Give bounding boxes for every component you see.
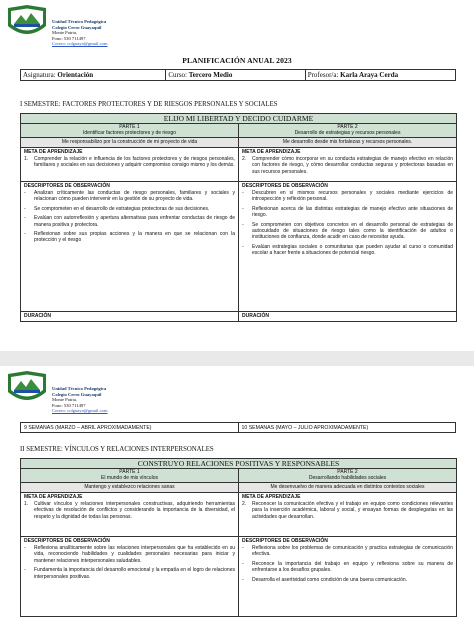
list-item <box>242 190 453 203</box>
descriptores-label: DESCRIPTORES DE OBSERVACIÓN <box>24 537 110 544</box>
meta1-cell <box>21 492 239 536</box>
meta1-list <box>24 156 235 169</box>
school-email-link[interactable]: Correo: colguaya@gmail.com <box>52 408 108 414</box>
list-item <box>242 577 453 583</box>
list-item <box>24 231 235 244</box>
meta-row <box>21 147 457 181</box>
parte2-subtitle: Me desarrollo desde mis fortalezas y recursos personales. <box>239 138 457 147</box>
list-item-text: Evalúan con autorreflexión y apertura alternativas para enfrentar conductas de riesgo de manera positiva y protectora. <box>34 215 235 228</box>
curso-label: Curso: <box>168 71 187 79</box>
desc1-list <box>24 545 235 580</box>
duracion1: DURACIÓN <box>21 311 239 321</box>
list-bullet: 1. <box>24 501 29 507</box>
list-bullet: - <box>24 205 26 212</box>
desc2-list <box>242 190 453 257</box>
list-bullet: - <box>242 221 244 228</box>
school-phone: Fono: 530 711497 <box>52 402 86 408</box>
weeks-parte1: 9 SEMANAS (MARZO – ABRIL APROXIMADAMENTE) <box>21 423 239 432</box>
duracion-row <box>21 311 457 321</box>
meta-label: META DE APRENDIZAJE <box>242 148 301 155</box>
curso-cell <box>166 70 305 80</box>
meta2-cell <box>239 147 457 181</box>
list-item <box>24 190 235 203</box>
semester1-table <box>20 113 457 322</box>
school-city: Monte Patria. <box>52 397 78 403</box>
list-bullet: - <box>242 560 244 567</box>
desc1-list <box>24 190 235 244</box>
semester2-table <box>20 458 457 617</box>
parte2-header <box>239 469 457 483</box>
list-bullet: - <box>242 545 244 551</box>
weeks-row <box>20 422 456 433</box>
school-phone: Fono: 530 711497 <box>52 35 86 41</box>
descriptores-row <box>21 181 457 311</box>
asignatura-cell <box>21 70 166 80</box>
list-item <box>24 567 235 580</box>
profesor-cell <box>306 70 455 80</box>
descriptores-label: DESCRIPTORES DE OBSERVACIÓN <box>242 182 328 189</box>
list-item-text: Reflexiona analíticamente sobre las relaciones interpersonales que ha establecido en su vida, reconociendo habilidades y cualidades personales necesarias para iniciar y mantener relaciones interpersonales saludables. <box>34 545 235 564</box>
list-bullet: - <box>24 545 26 551</box>
list-item <box>242 501 453 520</box>
profesor-label: Profesor/a: <box>307 71 339 79</box>
header-info-row <box>20 69 456 81</box>
school-name: Colegio Cerro Guayaquil <box>52 391 102 397</box>
list-bullet: 1. <box>24 156 29 162</box>
curso-value: Tercero Medio <box>188 71 233 79</box>
list-item-text: Analizan críticamente las conductas de riesgo personales, familiares y sociales y relacionan cómo pueden intervenir en la gestión de su proyecto de vida. <box>34 190 235 203</box>
list-bullet: 2. <box>242 156 247 162</box>
unit-title-row <box>21 459 457 469</box>
desc2-cell <box>239 181 457 311</box>
parte2-title: Desarrollo de estrategias y recursos personales <box>294 129 401 136</box>
parte2-label: PARTE 2 <box>337 124 358 130</box>
meta2-cell <box>239 492 457 536</box>
meta2-list <box>242 156 453 175</box>
list-item <box>242 222 453 241</box>
weeks-parte2: 10 SEMANAS (MAYO – JULIO APROXIMADAMENTE) <box>241 425 369 431</box>
school-info <box>52 19 108 47</box>
list-bullet: - <box>24 190 26 196</box>
descriptores-label: DESCRIPTORES DE OBSERVACIÓN <box>24 182 110 189</box>
parte2-header <box>239 124 457 138</box>
list-item <box>242 206 453 219</box>
asignatura-value: Orientación <box>57 71 94 79</box>
parte2-label: PARTE 2 <box>337 469 358 475</box>
list-item-text: Reconocer la comunicación efectiva y el trabajo en equipo como condiciones relevantes para la inserción académica, laboral y social, y ensayan formas de desplegarlas en las actividades que desarrollan. <box>252 501 453 520</box>
list-item-text: Comprender la relación e influencia de los factores protectores y de riesgos personales, familiares y sociales en sus decisiones y adquirir compromiso consigo mismo y los demás. <box>34 156 235 169</box>
document-page-2 <box>0 366 474 632</box>
meta1-list <box>24 501 235 520</box>
list-bullet: - <box>242 205 244 212</box>
list-item-text: Se comprometen con objetivos concretos en el desarrollo personal de estrategias de autocuidado de situaciones de riesgo tales como la identificación de adultos o instituciones de confianza, donde acudir en caso de necesitar ayuda. <box>252 221 454 241</box>
school-logo-icon <box>6 370 48 406</box>
list-item <box>242 561 453 574</box>
list-item <box>24 206 235 212</box>
list-item <box>242 545 453 558</box>
school-info <box>52 386 108 414</box>
parte1-label: PARTE 1 <box>119 469 140 475</box>
semester1-heading: I SEMESTRE: FACTORES PROTECTORES Y DE RIESGOS PERSONALES Y SOCIALES <box>20 101 278 108</box>
asignatura-label: Asignatura: <box>23 71 56 79</box>
list-bullet: - <box>242 190 244 196</box>
list-item-text: Desarrolla el asertividad como condición de una buena comunicación. <box>252 576 408 583</box>
desc1-cell <box>21 536 239 616</box>
list-item <box>242 244 453 257</box>
parte2-subtitle: Me desenvuelvo de manera adecuada en distintos contextos sociales <box>239 483 457 492</box>
meta2-list <box>242 501 453 520</box>
meta-row <box>21 492 457 536</box>
subtitle-row <box>21 483 457 492</box>
meta-label: META DE APRENDIZAJE <box>24 493 83 500</box>
list-bullet: - <box>24 215 26 222</box>
parte-header-row <box>21 124 457 138</box>
list-item-text: Descubren en sí mismos recursos personales y sociales mediante ejercicios de introspección y reflexión personal. <box>252 190 454 203</box>
school-unit: Unidad Técnico Pedagógica <box>52 19 107 24</box>
school-city: Monte Patria. <box>52 30 78 36</box>
school-name: Colegio Cerro Guayaquil <box>52 24 102 30</box>
unit-title: ELIJO MI LIBERTAD Y DECIDO CUIDARME <box>21 114 457 124</box>
list-bullet: - <box>24 231 26 238</box>
list-bullet: - <box>24 567 26 574</box>
parte1-label: PARTE 1 <box>119 124 140 130</box>
desc2-cell <box>239 536 457 616</box>
meta1-cell <box>21 147 239 181</box>
list-item-text: Se comprometen en el desarrollo de estrategias protectoras de sus decisiones. <box>34 205 210 212</box>
school-email-link[interactable]: Correo: colguaya@gmail.com <box>52 41 108 47</box>
list-item-text: Evalúan estrategias sociales o comunitarias que pueden ayudar al curso o comunidad escolar a hacer frente a situaciones de potencial riesgo. <box>252 243 454 257</box>
list-item <box>24 156 235 169</box>
duracion2: DURACIÓN <box>239 311 457 321</box>
list-bullet: - <box>242 243 244 250</box>
subtitle-row <box>21 138 457 147</box>
parte2-title: Desarrollando habilidades sociales <box>308 474 387 481</box>
descriptores-row <box>21 536 457 616</box>
unit-title: CONSTRUYO RELACIONES POSITIVAS Y RESPONSABLES <box>21 459 457 469</box>
list-bullet: 2. <box>242 501 247 507</box>
list-bullet: - <box>242 576 244 583</box>
list-item-text: Fundamenta la importancia del desarrollo emocional y la empatía en el logro de relaciones interpersonales positivas. <box>34 567 235 580</box>
semester2-heading: II SEMESTRE: VÍNCULOS Y RELACIONES INTERPERSONALES <box>20 446 214 453</box>
parte-header-row <box>21 469 457 483</box>
list-item-text: Comprender cómo incorporar en su conducta estrategias de manejo efectivo en relación con factores de riesgo, y cómo desarrollar conductas seguras y protectoras basadas en sus recursos personales. <box>252 156 454 175</box>
meta-label: META DE APRENDIZAJE <box>24 148 83 155</box>
desc1-cell <box>21 181 239 311</box>
parte1-subtitle: Me responsabilizo por la construcción de mi proyecto de vida <box>21 138 239 147</box>
school-logo-icon <box>6 4 48 40</box>
meta-label: META DE APRENDIZAJE <box>242 493 301 500</box>
list-item-text: Cultivar vínculos y relaciones interpersonales constructivas, adquiriendo herramientas efectivas de resolución de conflictos y considerando la importancia de la diversidad, el respeto y la dignidad de todas las personas. <box>34 501 235 520</box>
desc2-list <box>242 545 453 583</box>
parte1-subtitle: Mantengo y establezco relaciones sanas <box>21 483 239 492</box>
parte1-title: Identificar factores protectores y de riesgo <box>82 129 177 136</box>
list-item <box>242 156 453 175</box>
profesor-value: Karla Araya Cerda <box>340 71 399 79</box>
list-item-text: Reflexiona sobre los problemas de comunicación y practica estrategias de comunicación efectiva. <box>252 545 453 558</box>
page-separator <box>0 351 474 366</box>
parte1-header <box>21 469 239 483</box>
parte1-title: El mundo de mis vínculos <box>101 474 158 481</box>
list-item-text: Reflexionan sobre sus propias acciones y la manera en que se relacionan con la protección y el riesgo <box>34 231 235 244</box>
parte1-header <box>21 124 239 138</box>
descriptores-label: DESCRIPTORES DE OBSERVACIÓN <box>242 537 328 544</box>
list-item <box>24 545 235 564</box>
unit-title-row <box>21 114 457 124</box>
list-item <box>24 501 235 520</box>
list-item-text: Reconoce la importancia del trabajo en equipo y reflexiona sobre su manera de enfrentarse a los desafíos grupales. <box>252 560 453 574</box>
list-item <box>24 215 235 228</box>
list-item-text: Reflexionan acerca de las distintas estrategias de manejo efectivo ante situaciones de riesgo. <box>252 205 454 219</box>
school-unit: Unidad Técnico Pedagógica <box>52 386 107 391</box>
document-title: PLANIFICACIÓN ANUAL 2023 <box>182 56 292 65</box>
